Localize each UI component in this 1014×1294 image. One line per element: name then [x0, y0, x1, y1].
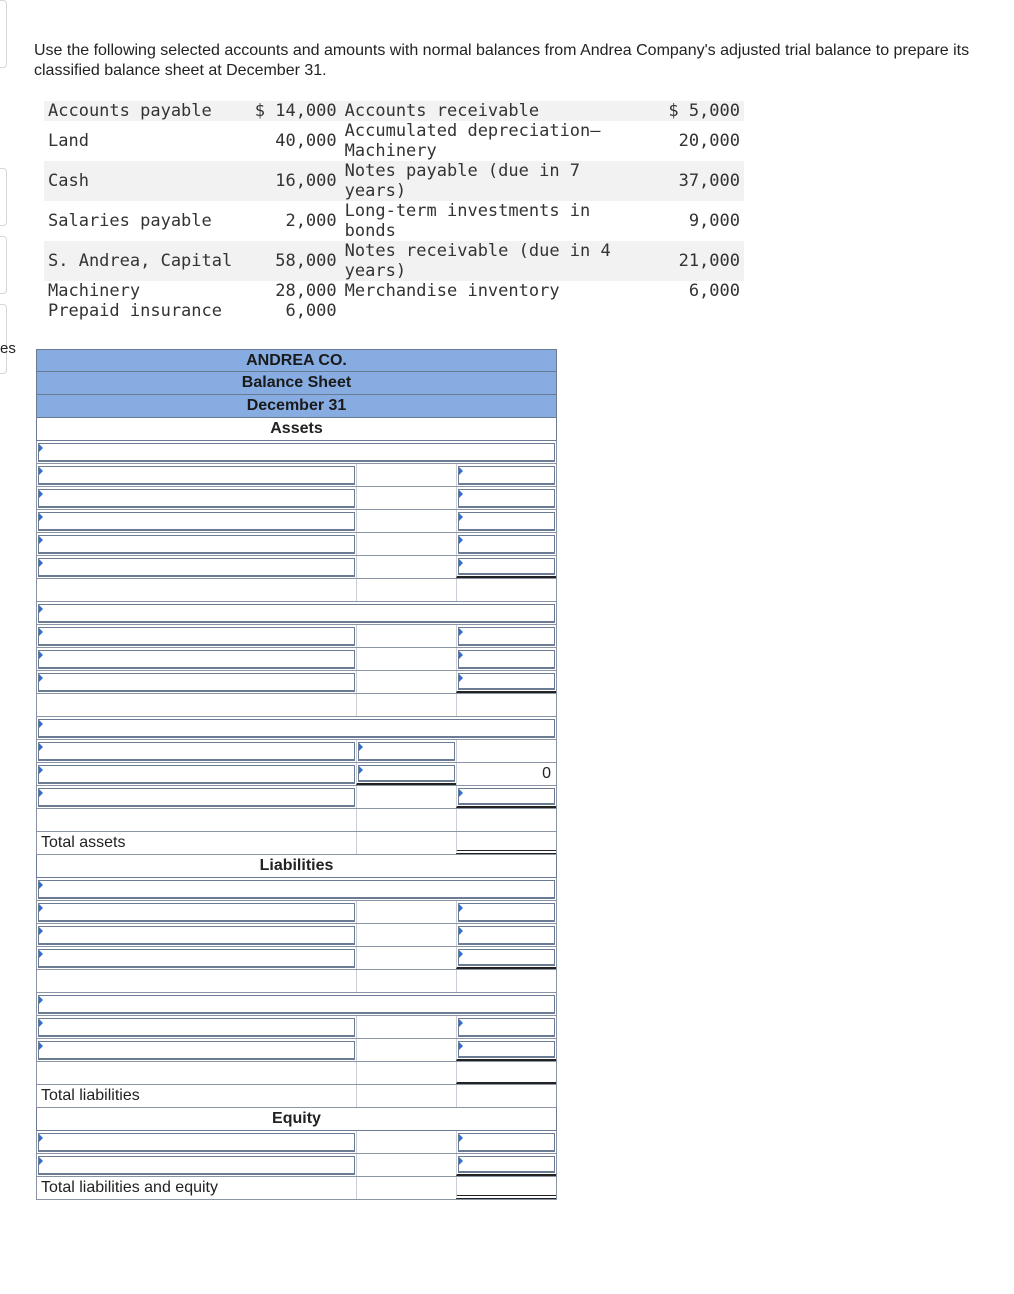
account-name	[341, 301, 645, 321]
section-heading-row	[36, 602, 557, 625]
account-select[interactable]	[38, 1018, 355, 1037]
account-name: Cash	[44, 161, 251, 201]
section-heading-row	[36, 878, 557, 901]
amount-input[interactable]	[358, 765, 455, 782]
entry-row	[36, 763, 557, 786]
account-name: Salaries payable	[48, 211, 212, 231]
subtotal-row	[36, 970, 557, 993]
amount-input[interactable]	[458, 788, 555, 805]
account-select[interactable]	[38, 765, 355, 784]
account-select[interactable]	[38, 650, 355, 669]
statement-title: Balance Sheet	[36, 372, 557, 395]
account-select[interactable]	[38, 535, 355, 554]
account-name: Accumulated depreciation—Machinery	[344, 121, 601, 161]
account-select[interactable]	[38, 466, 355, 485]
total-assets-row	[36, 832, 557, 855]
total-assets-label: Total assets	[41, 834, 126, 851]
entry-row	[36, 648, 557, 671]
section-heading-input[interactable]	[38, 604, 555, 623]
amount-input[interactable]	[458, 673, 555, 690]
computed-value: 0	[542, 765, 551, 782]
account-select[interactable]	[38, 512, 355, 531]
subtotal-row	[36, 694, 557, 717]
section-heading-row	[36, 717, 557, 740]
subtotal-row	[36, 809, 557, 832]
total-liabilities-equity-label: Total liabilities and equity	[41, 1179, 218, 1196]
entry-row	[36, 786, 557, 809]
side-panel-tab	[0, 236, 7, 294]
total-liabilities-row	[36, 1085, 557, 1108]
balance-sheet-form	[36, 349, 557, 1200]
side-panel-tab	[0, 304, 7, 374]
account-select[interactable]	[38, 558, 355, 577]
entry-row	[36, 1131, 557, 1154]
account-name: Accounts receivable	[341, 101, 645, 121]
entry-row	[36, 1039, 557, 1062]
account-name: Notes receivable (due in 4 years)	[341, 241, 645, 281]
side-panel-tab	[0, 0, 7, 68]
account-amount: $ 14,000	[251, 101, 341, 121]
entry-row	[36, 487, 557, 510]
amount-input[interactable]	[458, 949, 555, 966]
amount-input[interactable]	[458, 627, 555, 646]
section-heading-input[interactable]	[38, 995, 555, 1014]
account-amount: 16,000	[251, 161, 341, 201]
account-select[interactable]	[38, 489, 355, 508]
section-heading-input[interactable]	[38, 443, 555, 462]
entry-row	[36, 510, 557, 533]
account-amount: 28,000	[275, 281, 337, 301]
entry-row	[36, 947, 557, 970]
entry-row	[36, 1016, 557, 1039]
amount-input[interactable]	[458, 1018, 555, 1037]
equity-heading: Equity	[36, 1108, 557, 1131]
liabilities-heading: Liabilities	[36, 855, 557, 878]
account-amount: 9,000	[688, 211, 740, 231]
account-name: Long-term investments in bonds	[344, 201, 591, 241]
amount-input[interactable]	[458, 926, 555, 945]
amount-input[interactable]	[458, 1041, 555, 1058]
entry-row	[36, 625, 557, 648]
account-name: Merchandise inventory	[344, 281, 560, 301]
account-select[interactable]	[38, 1156, 355, 1175]
account-amount	[645, 301, 744, 321]
amount-input[interactable]	[458, 650, 555, 669]
amount-input[interactable]	[458, 489, 555, 508]
entry-row	[36, 924, 557, 947]
amount-input[interactable]	[458, 535, 555, 554]
entry-row	[36, 901, 557, 924]
account-amount: 37,000	[645, 161, 744, 201]
section-heading-input[interactable]	[38, 719, 555, 738]
entry-row	[36, 533, 557, 556]
account-amount: 2,000	[285, 211, 337, 231]
account-select[interactable]	[38, 1133, 355, 1152]
account-select[interactable]	[38, 627, 355, 646]
account-amount: 20,000	[678, 131, 740, 151]
statement-date: December 31	[36, 395, 557, 418]
assets-heading: Assets	[36, 418, 557, 441]
account-select[interactable]	[38, 1041, 355, 1060]
side-panel-tab	[0, 168, 7, 226]
account-name: Notes payable (due in 7 years)	[341, 161, 645, 201]
account-amount: 6,000	[688, 281, 740, 301]
entry-row	[36, 1154, 557, 1177]
amount-input[interactable]	[458, 466, 555, 485]
amount-input[interactable]	[458, 1156, 555, 1173]
account-amount: 40,000	[275, 131, 337, 151]
account-select[interactable]	[38, 926, 355, 945]
subtotal-row	[36, 579, 557, 602]
account-select[interactable]	[38, 742, 355, 761]
amount-input[interactable]	[458, 1133, 555, 1152]
account-amount: 21,000	[645, 241, 744, 281]
account-select[interactable]	[38, 788, 355, 807]
company-name: ANDREA CO.	[36, 349, 557, 372]
section-heading-row	[36, 993, 557, 1016]
total-liabilities-label: Total liabilities	[41, 1087, 140, 1104]
entry-row	[36, 464, 557, 487]
total-liabilities-equity-row	[36, 1177, 557, 1200]
account-amount: 58,000	[251, 241, 341, 281]
edge-label: es	[0, 340, 16, 357]
account-name: Prepaid insurance	[48, 301, 222, 321]
account-name: Machinery	[48, 281, 141, 301]
entry-row	[36, 740, 557, 763]
account-name: Accounts payable	[44, 101, 251, 121]
entry-row	[36, 671, 557, 694]
amount-input[interactable]	[458, 558, 555, 575]
entry-row	[36, 556, 557, 579]
account-select[interactable]	[38, 949, 355, 968]
account-amount: $ 5,000	[645, 101, 744, 121]
question-text: Use the following selected accounts and amounts with normal balances from Andrea Company's adjusted trial balance to prepare its classified balance sheet at December 31.	[34, 42, 970, 79]
account-amount: 6,000	[285, 301, 337, 321]
account-name: Land	[48, 131, 89, 151]
amount-input[interactable]	[358, 742, 455, 761]
account-select[interactable]	[38, 673, 355, 692]
account-select[interactable]	[38, 903, 355, 922]
accounts-table	[44, 101, 744, 321]
subtotal-row	[36, 1062, 557, 1085]
section-heading-row	[36, 441, 557, 464]
section-heading-input[interactable]	[38, 880, 555, 899]
amount-input[interactable]	[458, 512, 555, 531]
account-name: S. Andrea, Capital	[44, 241, 251, 281]
amount-input[interactable]	[458, 903, 555, 922]
